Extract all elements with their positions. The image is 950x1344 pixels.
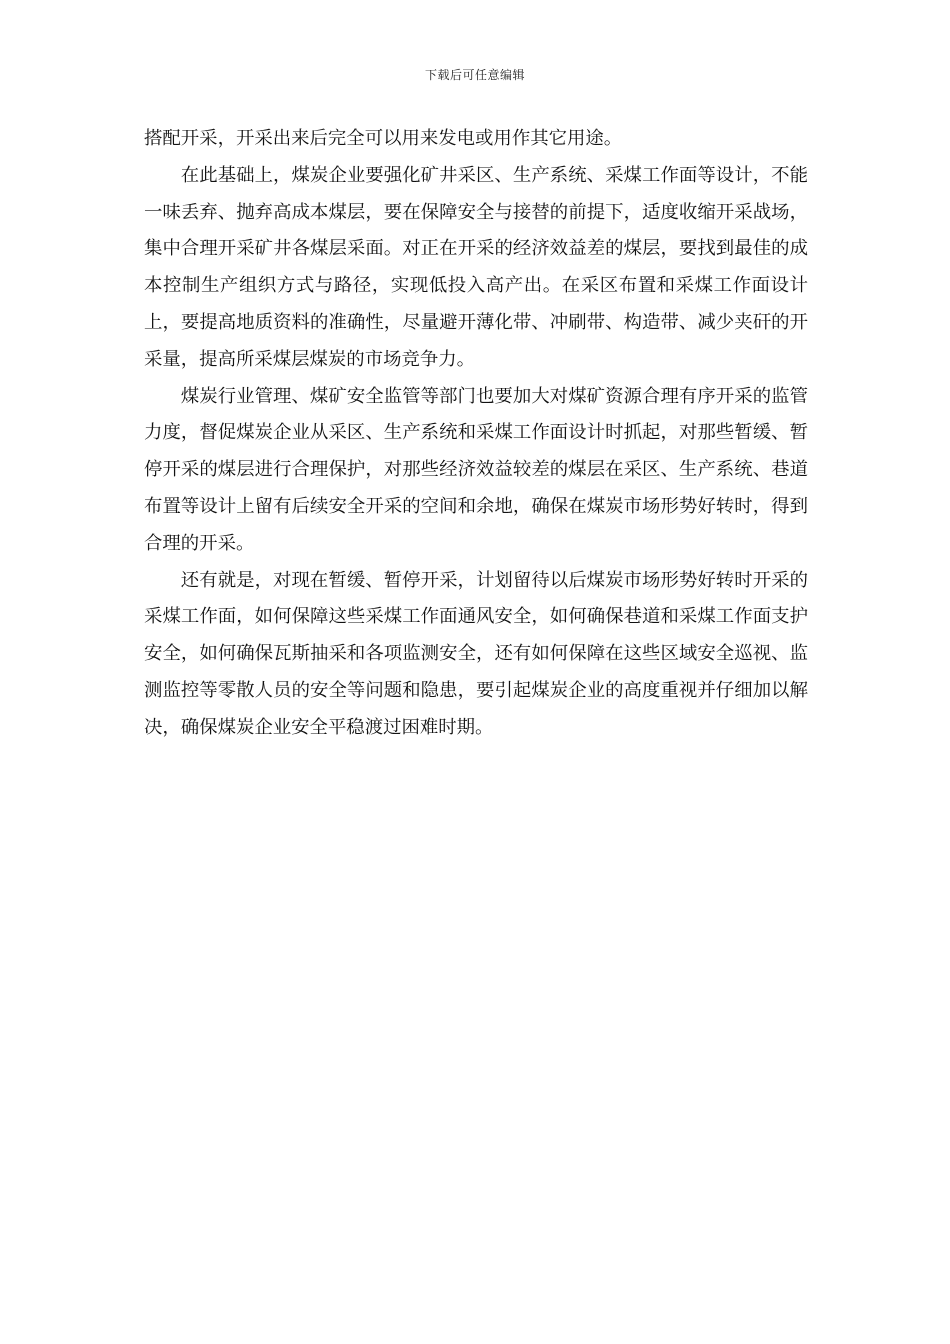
paragraph-safety-issues: 还有就是，对现在暂缓、暂停开采，计划留待以后煤炭市场形势好转时开采的采煤工作面，如何保障这些采煤工作面通风安全，如何确保巷道和采煤工作面支护安全，如何确保瓦斯抽采和各项监测安全，还有如何保障在这些区域安全巡视、监测监控等零散人员的安全等问题和隐患，要引起煤炭企业的高度重视并仔细加以解决，确保煤炭企业安全平稳渡过困难时期。 <box>144 569 808 738</box>
header-note: 下载后可任意编辑 <box>424 68 525 82</box>
paragraph-design-strategy: 在此基础上，煤炭企业要强化矿井采区、生产系统、采煤工作面等设计，不能一味丢弃、抛弃高成本煤层，要在保障安全与接替的前提下，适度收缩开采战场，集中合理开采矿井各煤层采面。对正在开采的经济效益差的煤层，要找到最佳的成本控制生产组织方式与路径，实现低投入高产出。在采区布置和采煤工作面设计上，要提高地质资料的准确性，尽量避开薄化带、冲刷带、构造带、减少夹矸的开采量，提高所采煤层煤炭的市场竞争力。 <box>144 164 808 370</box>
paragraph-regulatory-oversight: 煤炭行业管理、煤矿安全监管等部门也要加大对煤矿资源合理有序开采的监管力度，督促煤炭企业从采区、生产系统和采煤工作面设计时抓起，对那些暂缓、暂停开采的煤层进行合理保护，对那些经济效益较差的煤层在采区、生产系统、巷道布置等设计上留有后续安全开采的空间和余地，确保在煤炭市场形势好转时，得到合理的开采。 <box>144 385 808 554</box>
paragraph-continuation: 搭配开采，开采出来后完全可以用来发电或用作其它用途。 <box>144 128 623 149</box>
document-body <box>144 121 808 747</box>
